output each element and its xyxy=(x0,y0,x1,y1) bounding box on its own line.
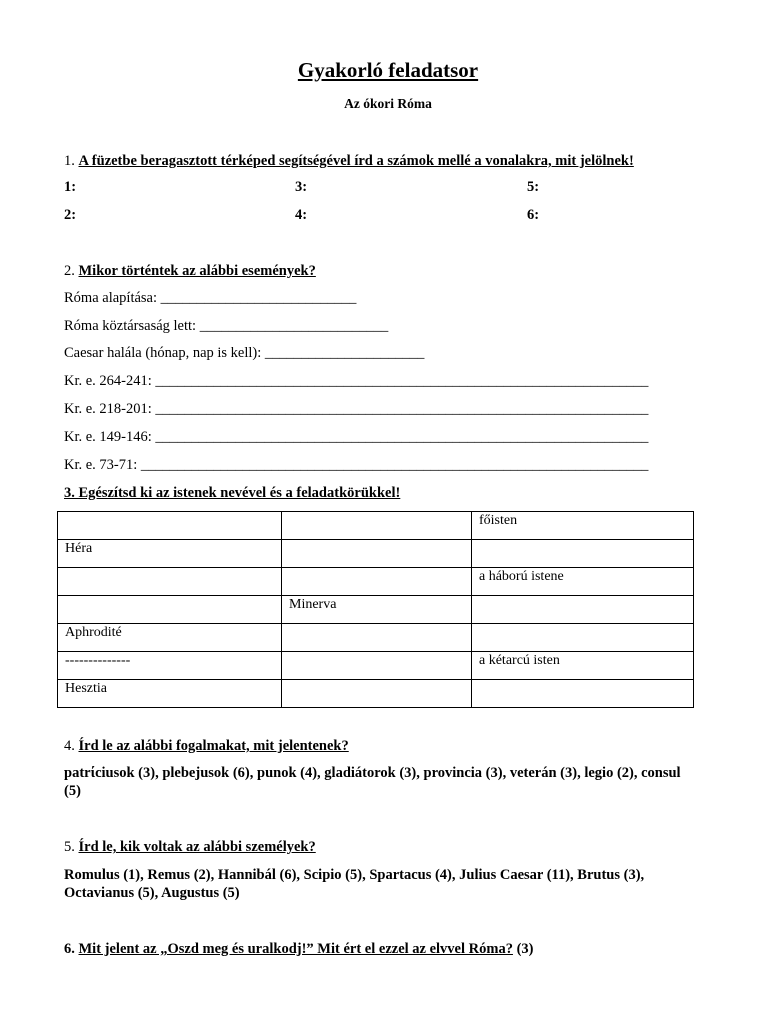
table-row xyxy=(58,596,694,624)
table-cell xyxy=(58,596,282,624)
question-2 xyxy=(64,262,316,280)
event-line-149-146: Kr. e. 149-146: ____________________________________________________________________ xyxy=(64,429,649,445)
table-cell xyxy=(282,540,472,568)
table-row xyxy=(58,624,694,652)
event-line-republic: Róma köztársaság lett: __________________________ xyxy=(64,318,389,334)
map-label-1: 1: xyxy=(64,179,77,195)
table-cell xyxy=(472,596,694,624)
question-4 xyxy=(64,737,349,755)
page-subtitle: Az ókori Róma xyxy=(344,96,432,111)
table-cell xyxy=(282,652,472,680)
table-cell xyxy=(58,568,282,596)
question-5 xyxy=(64,838,316,856)
table-cell xyxy=(282,680,472,708)
table-cell: főisten xyxy=(472,512,694,540)
gods-table xyxy=(57,511,694,708)
table-cell xyxy=(472,540,694,568)
question-6-prompt: Mit jelent az „Oszd meg és uralkodj!” Mit ért el ezzel az elvvel Róma? xyxy=(78,941,513,957)
event-line-73-71: Kr. e. 73-71: ______________________________________________________________________ xyxy=(64,457,649,473)
table-cell xyxy=(282,568,472,596)
event-line-264-241: Kr. e. 264-241: ____________________________________________________________________ xyxy=(64,373,649,389)
question-6 xyxy=(64,940,534,958)
question-2-number: 2. xyxy=(64,263,75,279)
concepts-list: patrίciusok (3), plebejusok (6), punok (4), gladiátorok (3), provincia (3), veterán (3), legio (2), consul (5) xyxy=(64,765,681,799)
question-1-prompt: A füzetbe beragasztott térképed segítségével írd a számok mellé a vonalakra, mit jelölnek! xyxy=(78,153,634,169)
map-label-5: 5: xyxy=(527,179,540,195)
question-2-prompt: Mikor történtek az alábbi események? xyxy=(78,263,316,279)
table-cell xyxy=(472,680,694,708)
table-row xyxy=(58,652,694,680)
question-6-number: 6. xyxy=(64,941,75,957)
table-row xyxy=(58,568,694,596)
table-cell: Minerva xyxy=(282,596,472,624)
map-label-4: 4: xyxy=(295,207,308,223)
question-4-number: 4. xyxy=(64,738,75,754)
map-label-2: 2: xyxy=(64,207,77,223)
event-line-founding: Róma alapítása: ___________________________ xyxy=(64,290,357,306)
table-cell: a kétarcú isten xyxy=(472,652,694,680)
question-4-prompt: Írd le az alábbi fogalmakat, mit jelentenek? xyxy=(78,738,349,754)
question-5-prompt: Írd le, kik voltak az alábbi személyek? xyxy=(78,839,316,855)
table-cell: Aphrodité xyxy=(58,624,282,652)
question-5-number: 5. xyxy=(64,839,75,855)
table-cell xyxy=(58,512,282,540)
table-cell: Hesztia xyxy=(58,680,282,708)
table-row xyxy=(58,680,694,708)
table-cell xyxy=(472,624,694,652)
event-line-218-201: Kr. e. 218-201: ____________________________________________________________________ xyxy=(64,401,649,417)
table-cell: a háború istene xyxy=(472,568,694,596)
question-1 xyxy=(64,152,634,170)
table-row xyxy=(58,540,694,568)
event-line-caesar-death: Caesar halála (hónap, nap is kell): ______________________ xyxy=(64,345,425,361)
table-cell: Héra xyxy=(58,540,282,568)
page-title: Gyakorló feladatsor xyxy=(297,58,479,82)
map-label-3: 3: xyxy=(295,179,308,195)
persons-list: Romulus (1), Remus (2), Hannibál (6), Scipio (5), Spartacus (4), Julius Caesar (11), Brutus (3), Octavianus (5), Augustus (5) xyxy=(64,867,645,901)
table-row xyxy=(58,512,694,540)
question-1-number: 1. xyxy=(64,153,75,169)
question-6-points: (3) xyxy=(516,941,534,957)
table-cell xyxy=(282,512,472,540)
table-cell: -------------- xyxy=(58,652,282,680)
map-label-6: 6: xyxy=(527,207,540,223)
question-3-title: 3. Egészítsd ki az istenek nevével és a feladatkörükkel! xyxy=(64,485,401,501)
table-cell xyxy=(282,624,472,652)
